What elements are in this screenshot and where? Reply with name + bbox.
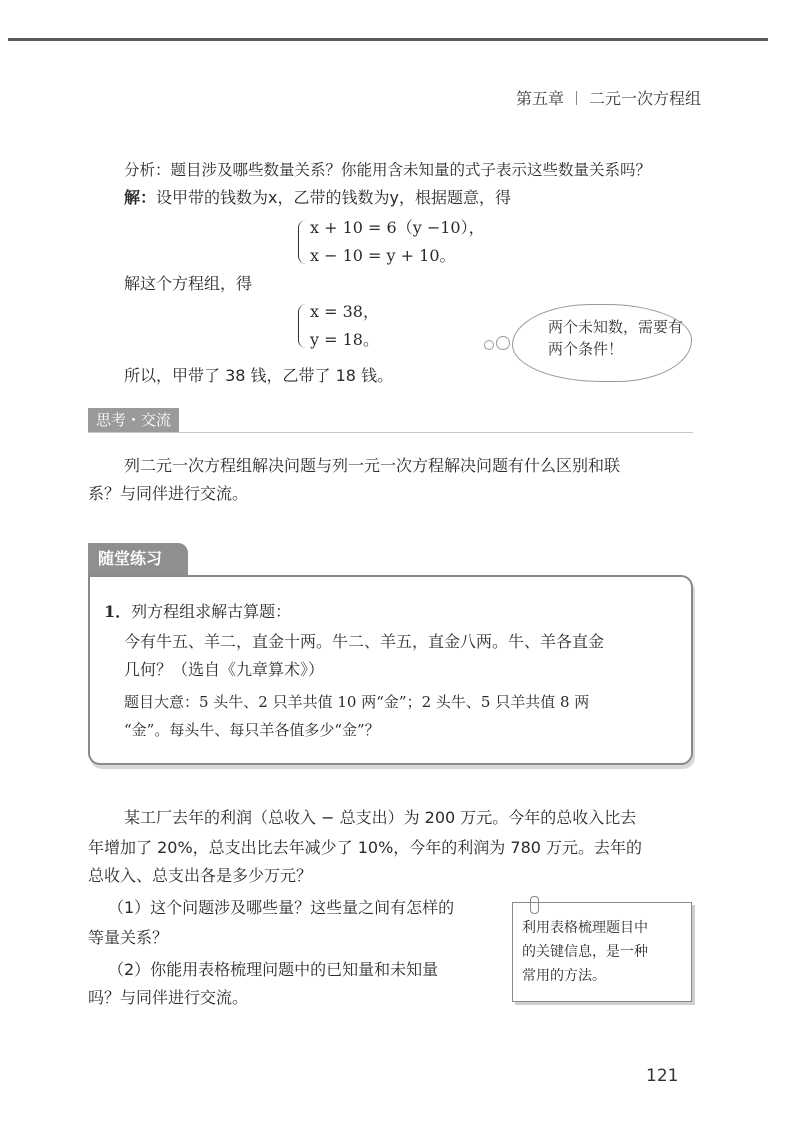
equation-2b: y = 18。 [310,330,379,349]
side-note-line: 的关键信息，是一种 [522,944,648,960]
side-note-line: 利用表格梳理题目中 [522,920,648,936]
equation-1a: x + 10 = 6（y −10）， [310,218,485,237]
exercise-heading [104,598,291,626]
chapter-label: 第五章 [516,89,565,108]
exercise-line: 今有牛五、羊二，直金十两。牛二、羊五，直金八两。牛、羊各直金 [124,632,605,651]
question-1-line: 等量关系？ [88,928,169,947]
chapter-title: 二元一次方程组 [589,89,702,108]
section-rule [88,432,693,433]
chapter-header [516,86,701,109]
solve-text: 解这个方程组，得 [124,274,253,293]
equation-system-1 [298,216,498,270]
side-note-line: 常用的方法。 [522,968,606,984]
question-2-line: 吗？与同伴进行交流。 [88,988,249,1007]
exercise-line: “金”。每头牛、每只羊各值多少“金”？ [124,721,380,739]
cloud-note: 两个未知数，需要有两个条件！ [548,318,684,358]
think-line-1: 列二元一次方程组解决问题与列一元一次方程解决问题有什么区别和联 [124,456,621,475]
equation-1b: x − 10 = y + 10。 [310,246,456,265]
thought-bubble-dot [484,340,494,350]
think-line-2: 系？与同伴进行交流。 [88,484,249,503]
paperclip-icon [530,896,539,914]
exercise-line: 题目大意：5 头牛、2 只羊共值 10 两“金”；2 头牛、5 只羊共值 8 两 [124,693,590,711]
analysis-text: 分析：题目涉及哪些数量关系？你能用含未知量的式子表示这些数量关系吗？ [124,161,652,179]
solution-intro [124,184,511,212]
solution-label: 解： [124,188,157,207]
exercise-number: 1． [104,602,132,621]
problem-line: 年增加了 20%，总支出比去年减少了 10%，今年的利润为 780 万元。去年的 [88,838,643,857]
thought-bubble-dot [496,336,510,350]
practice-tab: 随堂练习 [88,543,188,575]
problem-line: 某工厂去年的利润（总收入 − 总支出）为 200 万元。今年的总收入比去 [124,808,637,827]
problem-line: 总收入、总支出各是多少万元？ [88,866,313,885]
left-brace [298,304,306,348]
equation-system-2 [298,300,438,354]
question-2-line: （2）你能用表格梳理问题中的已知量和未知量 [108,960,439,979]
solution-intro-text: 设甲带的钱数为x，乙带的钱数为y，根据题意，得 [156,188,511,207]
left-brace [298,220,306,264]
exercise-line: 几何？（选自《九章算术》） [124,660,325,679]
solution-conclusion: 所以，甲带了 38 钱，乙带了 18 钱。 [124,366,394,385]
question-1-line: （1）这个问题涉及哪些量？这些量之间有怎样的 [108,898,455,917]
think-exchange-tag: 思考・交流 [88,408,179,432]
top-rule [8,38,768,41]
header-separator [576,91,577,105]
side-note [522,916,686,988]
page-number: 121 [646,1066,679,1086]
equation-2a: x = 38， [310,302,379,321]
exercise-heading-text: 列方程组求解古算题： [131,602,292,621]
